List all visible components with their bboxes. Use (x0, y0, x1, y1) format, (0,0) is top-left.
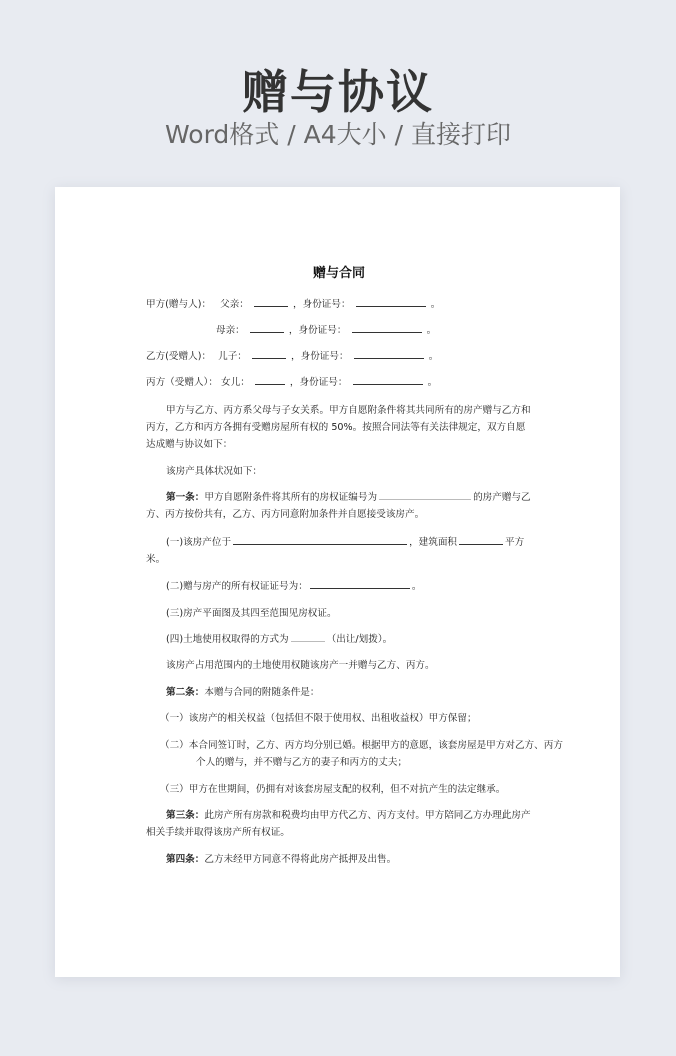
item-text: 本合同签订时，乙方、丙方均分别已婚。根据甲方的意愿，该套房屋是甲方对乙方、丙方个人的赠与，并不赠与乙方的妻子和丙方的丈夫； (188, 740, 563, 768)
article-heading: 第四条： (166, 854, 205, 865)
blank-field[interactable] (352, 322, 422, 333)
blank-field[interactable] (291, 631, 325, 642)
party-role: 父亲： (220, 299, 249, 310)
article-2-item-3 (160, 781, 564, 798)
document-page (55, 187, 620, 977)
item-2-certificate (146, 578, 532, 595)
blank-field[interactable] (353, 374, 423, 385)
article-text: 甲方自愿附条件将其所有的房权证编号为 (204, 492, 378, 503)
blank-field[interactable] (252, 348, 286, 359)
blank-field[interactable] (459, 534, 503, 545)
property-intro: 该房产具体状况如下： (166, 466, 262, 477)
party-role: 儿子： (218, 351, 247, 362)
line-end: 。 (427, 377, 438, 388)
item-text: (一)该房产位于 (166, 537, 232, 548)
id-label: ，身份证号： (291, 351, 349, 362)
party-label: 甲方(赠与人)： (146, 299, 212, 310)
item-text: ，建筑面积 (409, 537, 458, 548)
article-text: 本赠与合同的附随条件是： (204, 687, 320, 698)
line-end: 。 (430, 299, 441, 310)
party-label: 乙方(受赠人)： (146, 351, 212, 362)
party-role: 女儿： (221, 377, 250, 388)
party-label: 丙方（受赠人）： (146, 377, 218, 388)
document-title: 赠与合同 (312, 266, 365, 281)
blank-field[interactable] (310, 578, 410, 589)
item-text: (四)土地使用权取得的方式为 (166, 634, 289, 645)
party-row-mother (216, 322, 436, 339)
blank-field[interactable] (255, 374, 285, 385)
article-heading: 第二条： (166, 687, 205, 698)
item-3-floorplan: (三)房产平面图及其四至范围见房权证。 (166, 608, 337, 619)
article-2-item-2 (160, 737, 564, 771)
item-number: （三） (160, 784, 189, 795)
intro-paragraph: 甲方与乙方、丙方系父母与子女关系。甲方自愿附条件将其共同所有的房产赠与乙方和丙方，乙方和丙方各拥有受赠房屋所有权的 50%。按照合同法等有关法律规定，双方自愿达成赠与协议如下： (146, 405, 531, 450)
item-number: （一） (160, 713, 189, 724)
hero-subtitle: Word格式 / A4大小 / 直接打印 (165, 120, 511, 149)
article-2-item-1 (160, 710, 564, 727)
item-number: （二） (160, 740, 189, 751)
item-1-location (146, 534, 532, 568)
blank-field[interactable] (356, 296, 426, 307)
item-text: 甲方在世期间，仍拥有对该套房屋支配的权利，但不对抗产生的法定继承。 (188, 784, 506, 795)
item-text: 。 (411, 581, 422, 592)
article-4 (146, 851, 532, 868)
article-1 (146, 489, 532, 523)
item-text: (二)赠与房产的所有权证证号为： (166, 581, 308, 592)
item-4-land (146, 631, 532, 648)
blank-field[interactable] (233, 534, 407, 545)
item-text: （出让/划拨）。 (326, 634, 393, 645)
article-heading: 第三条： (166, 810, 205, 821)
article-3 (146, 807, 532, 841)
blank-field[interactable] (354, 348, 424, 359)
blank-field[interactable] (379, 489, 471, 500)
blank-field[interactable] (254, 296, 288, 307)
party-row-father (146, 296, 440, 313)
id-label: ，身份证号： (288, 325, 347, 336)
party-role: 母亲： (216, 325, 245, 336)
item-text: 平方米。 (146, 537, 525, 565)
article-text: 此房产所有房款和税费均由甲方代乙方、丙方支付。甲方陪同乙方办理此房产相关手续并取得该房产所有权证。 (146, 810, 531, 838)
article-2 (146, 684, 532, 701)
party-row-son (146, 348, 438, 365)
id-label: ，身份证号： (293, 299, 351, 310)
article-heading: 第一条： (166, 492, 205, 503)
land-text: 该房产占用范围内的土地使用权随该房产一并赠与乙方、丙方。 (166, 660, 435, 671)
hero-title: 赠与协议 (242, 65, 434, 119)
line-end: 。 (428, 351, 439, 362)
item-text: 该房产的相关权益（包括但不限于使用权、出租收益权）甲方保留； (188, 713, 477, 724)
article-text: 乙方未经甲方同意不得将此房产抵押及出售。 (204, 854, 397, 865)
id-label: ，身份证号： (289, 377, 348, 388)
party-row-daughter (146, 374, 437, 391)
blank-field[interactable] (250, 322, 284, 333)
line-end: 。 (426, 325, 437, 336)
article-text: 的房产赠与乙方、丙方按份共有，乙方、丙方同意附加条件并自愿接受该房产。 (146, 492, 531, 520)
